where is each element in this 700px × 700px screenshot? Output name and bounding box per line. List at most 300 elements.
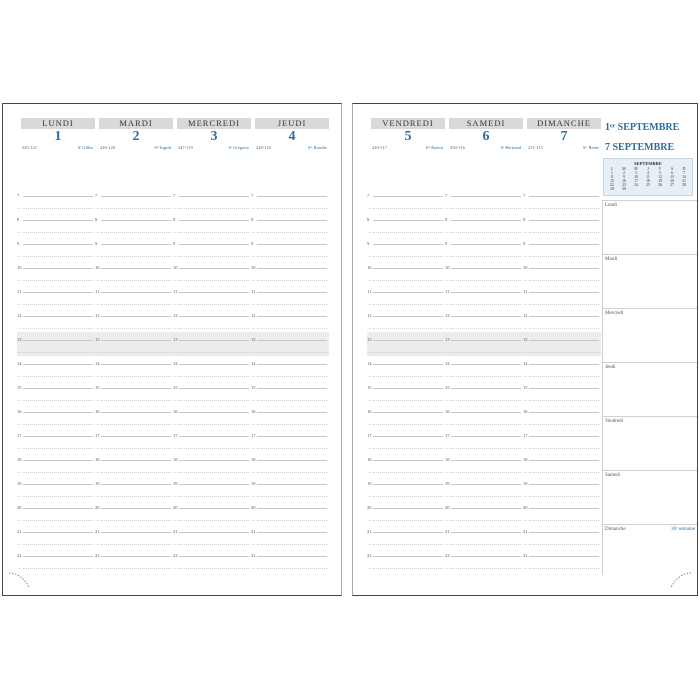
hour-slot[interactable] [173, 476, 251, 500]
hour-line [101, 268, 171, 269]
half-hour-marker: — [251, 229, 256, 234]
half-hour-line [451, 520, 521, 521]
hour-slot[interactable] [367, 284, 445, 308]
hour-grid-samedi[interactable] [445, 188, 526, 578]
hour-label: 20 [251, 505, 256, 510]
hour-line [529, 460, 599, 461]
half-hour-line [529, 376, 599, 377]
saint-name: Sᵗ Grégoire [228, 145, 249, 150]
hour-slot[interactable] [445, 284, 523, 308]
half-hour-line [179, 304, 249, 305]
hour-label: 21 [17, 529, 22, 534]
hour-label: 9 [251, 241, 254, 246]
half-hour-line [451, 328, 521, 329]
hour-slot[interactable] [95, 500, 173, 524]
hour-slot[interactable] [445, 428, 523, 452]
hour-slot[interactable] [173, 428, 251, 452]
hour-slot[interactable] [95, 260, 173, 284]
hour-line [373, 388, 443, 389]
mini-calendar-day: 4 [647, 171, 649, 175]
hour-slot[interactable] [17, 332, 95, 356]
half-hour-line [451, 472, 521, 473]
hour-slot[interactable] [17, 260, 95, 284]
half-hour-marker: — [523, 565, 528, 570]
hour-slot[interactable] [523, 236, 601, 260]
hour-slot[interactable] [445, 404, 523, 428]
half-hour-line [257, 232, 327, 233]
mini-calendar-weekday: V [658, 167, 662, 171]
half-hour-marker: — [17, 445, 22, 450]
hour-slot[interactable] [367, 380, 445, 404]
mini-calendar-day: 8 [611, 175, 613, 179]
hour-line [101, 340, 171, 341]
hour-slot[interactable] [17, 404, 95, 428]
hour-line [451, 316, 521, 317]
half-hour-line [257, 400, 327, 401]
hour-slot[interactable] [445, 500, 523, 524]
hour-slot[interactable] [523, 524, 601, 548]
hour-line [257, 412, 327, 413]
half-hour-marker: — [367, 301, 372, 306]
hour-slot[interactable] [445, 524, 523, 548]
half-hour-line [373, 496, 443, 497]
hour-line [179, 436, 249, 437]
hour-slot[interactable] [251, 332, 329, 356]
hour-slot[interactable] [173, 308, 251, 332]
half-hour-marker: — [17, 205, 22, 210]
half-hour-line [529, 568, 599, 569]
half-hour-line [179, 352, 249, 353]
half-hour-marker: — [173, 373, 178, 378]
hour-label: 10 [367, 265, 372, 270]
hour-slot[interactable] [251, 524, 329, 548]
hour-slot[interactable] [445, 236, 526, 260]
hour-line [101, 508, 171, 509]
hour-label: 14 [173, 361, 178, 366]
hour-slot[interactable] [251, 212, 329, 236]
hour-line [179, 460, 249, 461]
hour-slot[interactable] [17, 236, 98, 260]
hour-slot[interactable] [523, 308, 601, 332]
hour-slot[interactable] [445, 548, 523, 572]
hour-slot[interactable] [17, 428, 95, 452]
hour-line [529, 196, 599, 197]
hour-label: 8 [95, 217, 98, 222]
mini-calendar-day: 25 [646, 183, 650, 187]
hour-slot[interactable] [523, 356, 601, 380]
half-hour-marker: — [523, 469, 528, 474]
mini-calendar-day: 15 [610, 179, 614, 183]
hour-slot[interactable] [523, 212, 601, 236]
hour-slot[interactable] [251, 380, 329, 404]
hour-slot[interactable] [251, 404, 329, 428]
half-hour-marker: — [367, 325, 372, 330]
hour-slot[interactable] [95, 212, 176, 236]
half-hour-line [373, 544, 443, 545]
hour-label: 18 [523, 457, 528, 462]
hour-slot[interactable] [367, 500, 445, 524]
half-hour-line [451, 256, 521, 257]
hour-line [179, 364, 249, 365]
hour-line [257, 388, 327, 389]
hour-slot[interactable] [367, 524, 445, 548]
hour-slot[interactable] [367, 236, 448, 260]
hour-label: 22 [523, 553, 528, 558]
hour-slot[interactable] [367, 356, 445, 380]
hour-label: 20 [17, 505, 22, 510]
hour-line [179, 412, 249, 413]
hour-slot[interactable] [95, 284, 173, 308]
hour-label: 21 [367, 529, 372, 534]
day-name: MARDI [99, 118, 173, 129]
day-header-mercredi [177, 118, 251, 154]
hour-slot[interactable] [445, 452, 523, 476]
week-summary-label: Jeudi [605, 365, 616, 370]
hour-slot[interactable] [523, 284, 601, 308]
hour-slot[interactable] [251, 284, 329, 308]
hour-line [373, 292, 443, 293]
hour-slot[interactable] [367, 452, 445, 476]
hour-line [529, 412, 599, 413]
half-hour-marker: — [445, 253, 450, 258]
hour-label: 9 [173, 241, 176, 246]
half-hour-marker: — [17, 325, 22, 330]
hour-label: 11 [523, 289, 528, 294]
hour-slot[interactable] [173, 548, 251, 572]
half-hour-marker: — [367, 253, 372, 258]
hour-label: 21 [445, 529, 450, 534]
week-summary-mardi[interactable] [603, 254, 697, 309]
hour-slot[interactable] [445, 332, 523, 356]
hour-label: 16 [367, 409, 372, 414]
half-hour-line [23, 472, 93, 473]
hour-slot[interactable] [173, 356, 251, 380]
hour-slot[interactable] [367, 308, 445, 332]
half-hour-line [529, 328, 599, 329]
mini-calendar-day: 9 [623, 175, 625, 179]
week-summary-jeudi[interactable] [603, 362, 697, 417]
hour-grid-mardi[interactable] [95, 188, 176, 578]
mini-calendar-day: 6 [671, 171, 673, 175]
hour-slot[interactable] [445, 356, 523, 380]
mini-calendar-day: 14 [682, 175, 686, 179]
hour-line [451, 196, 521, 197]
half-hour-marker: — [523, 301, 528, 306]
hour-line [529, 556, 599, 557]
hour-slot[interactable] [367, 428, 445, 452]
hour-slot[interactable] [173, 380, 251, 404]
week-summary-dimanche[interactable] [603, 524, 697, 575]
half-hour-line [451, 544, 521, 545]
hour-label: 16 [95, 409, 100, 414]
day-name: MERCREDI [177, 118, 251, 129]
day-name: SAMEDI [449, 118, 523, 129]
hour-line [23, 292, 93, 293]
hour-line [257, 316, 327, 317]
half-hour-marker: — [445, 517, 450, 522]
hour-line [179, 244, 249, 245]
hour-slot[interactable] [17, 476, 95, 500]
week-summary-mercredi[interactable] [603, 308, 697, 363]
hour-slot[interactable] [367, 476, 445, 500]
hour-line [529, 316, 599, 317]
hour-slot[interactable] [251, 548, 329, 572]
hour-slot[interactable] [523, 260, 601, 284]
hour-slot[interactable] [95, 380, 173, 404]
half-hour-line [529, 280, 599, 281]
hour-slot[interactable] [367, 548, 445, 572]
hour-grid-vendredi[interactable] [367, 188, 448, 578]
hour-line [373, 532, 443, 533]
half-hour-line [101, 400, 171, 401]
hour-label: 11 [17, 289, 22, 294]
hour-slot[interactable] [523, 476, 601, 500]
hour-label: 15 [17, 385, 22, 390]
half-hour-line [257, 208, 327, 209]
hour-slot[interactable] [173, 260, 251, 284]
half-hour-line [451, 280, 521, 281]
hour-slot[interactable] [445, 212, 526, 236]
hour-line [179, 532, 249, 533]
half-hour-marker: — [17, 349, 22, 354]
half-hour-marker: — [367, 373, 372, 378]
hour-slot[interactable] [251, 452, 329, 476]
week-summary-vendredi[interactable] [603, 416, 697, 471]
half-hour-marker: — [445, 397, 450, 402]
mini-calendar-day: 12 [658, 175, 662, 179]
half-hour-line [179, 256, 249, 257]
half-hour-marker: — [523, 397, 528, 402]
hour-line [451, 292, 521, 293]
mini-calendar-day [666, 187, 678, 191]
hour-slot[interactable] [445, 188, 526, 212]
half-hour-marker: — [367, 229, 372, 234]
hour-grid-lundi[interactable] [17, 188, 98, 578]
hour-slot[interactable] [367, 260, 445, 284]
half-hour-line [373, 352, 443, 353]
half-hour-marker: — [17, 541, 22, 546]
hour-slot[interactable] [173, 500, 251, 524]
hour-slot[interactable] [523, 548, 601, 572]
half-hour-marker: — [445, 229, 450, 234]
hour-slot[interactable] [17, 308, 95, 332]
mini-calendar-day: 19 [658, 179, 662, 183]
hour-label: 9 [367, 241, 370, 246]
hour-slot[interactable] [17, 524, 95, 548]
half-hour-line [101, 496, 171, 497]
hour-label: 12 [367, 313, 372, 318]
half-hour-line [101, 544, 171, 545]
hour-line [373, 244, 443, 245]
hour-slot[interactable] [173, 284, 251, 308]
hour-slot[interactable] [251, 236, 329, 260]
mini-calendar-day: 10 [634, 175, 638, 179]
hour-slot[interactable] [173, 236, 254, 260]
day-header-vendredi [371, 118, 445, 154]
hour-slot[interactable] [173, 332, 251, 356]
hour-slot[interactable] [523, 332, 601, 356]
hour-line [179, 196, 249, 197]
hour-slot[interactable] [523, 452, 601, 476]
hour-label: 13 [367, 337, 372, 342]
half-hour-line [257, 304, 327, 305]
hour-slot[interactable] [17, 500, 95, 524]
hour-slot[interactable] [367, 188, 448, 212]
half-hour-marker: — [95, 205, 100, 210]
hour-line [257, 244, 327, 245]
hour-slot[interactable] [445, 260, 523, 284]
hour-line [101, 532, 171, 533]
hour-slot[interactable] [95, 356, 173, 380]
hour-label: 8 [173, 217, 176, 222]
hour-label: 17 [445, 433, 450, 438]
half-hour-line [23, 256, 93, 257]
hour-slot[interactable] [445, 308, 523, 332]
day-count: 250-116 [450, 145, 465, 150]
half-hour-marker: — [95, 373, 100, 378]
half-hour-marker: — [173, 493, 178, 498]
hour-line [23, 220, 93, 221]
day-name: JEUDI [255, 118, 329, 129]
hour-label: 15 [367, 385, 372, 390]
hour-slot[interactable] [95, 188, 176, 212]
half-hour-line [529, 400, 599, 401]
hour-slot[interactable] [367, 212, 448, 236]
hour-label: 17 [367, 433, 372, 438]
hour-grid-mercredi[interactable] [173, 188, 254, 578]
hour-label: 10 [251, 265, 256, 270]
half-hour-marker: — [17, 229, 22, 234]
hour-line [451, 340, 521, 341]
hour-slot[interactable] [523, 188, 601, 212]
hour-slot[interactable] [95, 548, 173, 572]
half-hour-marker: — [251, 301, 256, 306]
hour-line [373, 556, 443, 557]
week-summary-samedi[interactable] [603, 470, 697, 525]
hour-slot[interactable] [251, 260, 329, 284]
hour-slot[interactable] [95, 476, 173, 500]
hour-slot[interactable] [95, 332, 173, 356]
hour-slot[interactable] [251, 428, 329, 452]
hour-slot[interactable] [523, 500, 601, 524]
week-summary-label: Mardi [605, 257, 618, 262]
hour-slot[interactable] [17, 284, 95, 308]
week-summary-label: Lundi [605, 203, 617, 208]
half-hour-line [529, 304, 599, 305]
hour-slot[interactable] [17, 188, 98, 212]
hour-line [23, 484, 93, 485]
hour-grid-dimanche[interactable] [523, 188, 601, 578]
hour-slot[interactable] [251, 308, 329, 332]
hour-slot[interactable] [17, 452, 95, 476]
half-hour-line [101, 448, 171, 449]
hour-line [101, 316, 171, 317]
half-hour-line [373, 376, 443, 377]
hour-slot[interactable] [251, 188, 329, 212]
hour-slot[interactable] [445, 380, 523, 404]
half-hour-marker: — [251, 205, 256, 210]
hour-slot[interactable] [173, 188, 254, 212]
hour-label: 18 [95, 457, 100, 462]
half-hour-marker: — [251, 277, 256, 282]
half-hour-marker: — [251, 253, 256, 258]
hour-line [529, 244, 599, 245]
half-hour-marker: — [95, 301, 100, 306]
hour-slot[interactable] [523, 428, 601, 452]
mini-calendar-day: 24 [634, 183, 638, 187]
hour-slot[interactable] [251, 356, 329, 380]
hour-label: 16 [445, 409, 450, 414]
hour-slot[interactable] [95, 404, 173, 428]
hour-slot[interactable] [173, 524, 251, 548]
hour-label: 19 [95, 481, 100, 486]
day-name: VENDREDI [371, 118, 445, 129]
half-hour-line [101, 424, 171, 425]
hour-slot[interactable] [95, 452, 173, 476]
mini-calendar-day [630, 187, 642, 191]
day-name: LUNDI [21, 118, 95, 129]
hour-line [451, 532, 521, 533]
hour-line [23, 364, 93, 365]
hour-slot[interactable] [173, 212, 254, 236]
half-hour-line [257, 544, 327, 545]
half-hour-line [373, 472, 443, 473]
hour-label: 8 [523, 217, 526, 222]
hour-line [257, 460, 327, 461]
mini-calendar-day: 7 [683, 171, 685, 175]
hour-grid-jeudi[interactable] [251, 188, 329, 578]
half-hour-line [23, 304, 93, 305]
hour-slot[interactable] [17, 212, 98, 236]
half-hour-marker: — [367, 205, 372, 210]
half-hour-marker: — [367, 541, 372, 546]
hour-slot[interactable] [95, 524, 173, 548]
hour-slot[interactable] [17, 380, 95, 404]
day-header-mardi [99, 118, 173, 154]
half-hour-line [179, 472, 249, 473]
hour-label: 19 [367, 481, 372, 486]
hour-slot[interactable] [367, 332, 445, 356]
hour-label: 22 [95, 553, 100, 558]
hour-label: 17 [251, 433, 256, 438]
hour-slot[interactable] [95, 308, 173, 332]
hour-slot[interactable] [523, 380, 601, 404]
hour-line [373, 508, 443, 509]
hour-slot[interactable] [367, 404, 445, 428]
week-summary-lundi[interactable] [603, 200, 697, 255]
half-hour-line [529, 496, 599, 497]
hour-label: 10 [523, 265, 528, 270]
hour-slot[interactable] [251, 500, 329, 524]
hour-slot[interactable] [445, 476, 523, 500]
mini-calendar-weekday: D [682, 167, 686, 171]
half-hour-marker: — [445, 541, 450, 546]
hour-slot[interactable] [173, 452, 251, 476]
hour-line [23, 412, 93, 413]
hour-line [101, 436, 171, 437]
hour-slot[interactable] [17, 356, 95, 380]
hour-slot[interactable] [95, 236, 176, 260]
hour-slot[interactable] [95, 428, 173, 452]
hour-slot[interactable] [173, 404, 251, 428]
hour-slot[interactable] [523, 404, 601, 428]
half-hour-marker: — [367, 469, 372, 474]
half-hour-line [451, 400, 521, 401]
mini-calendar-day: 21 [682, 179, 686, 183]
hour-slot[interactable] [251, 476, 329, 500]
half-hour-marker: — [367, 565, 372, 570]
half-hour-line [257, 472, 327, 473]
